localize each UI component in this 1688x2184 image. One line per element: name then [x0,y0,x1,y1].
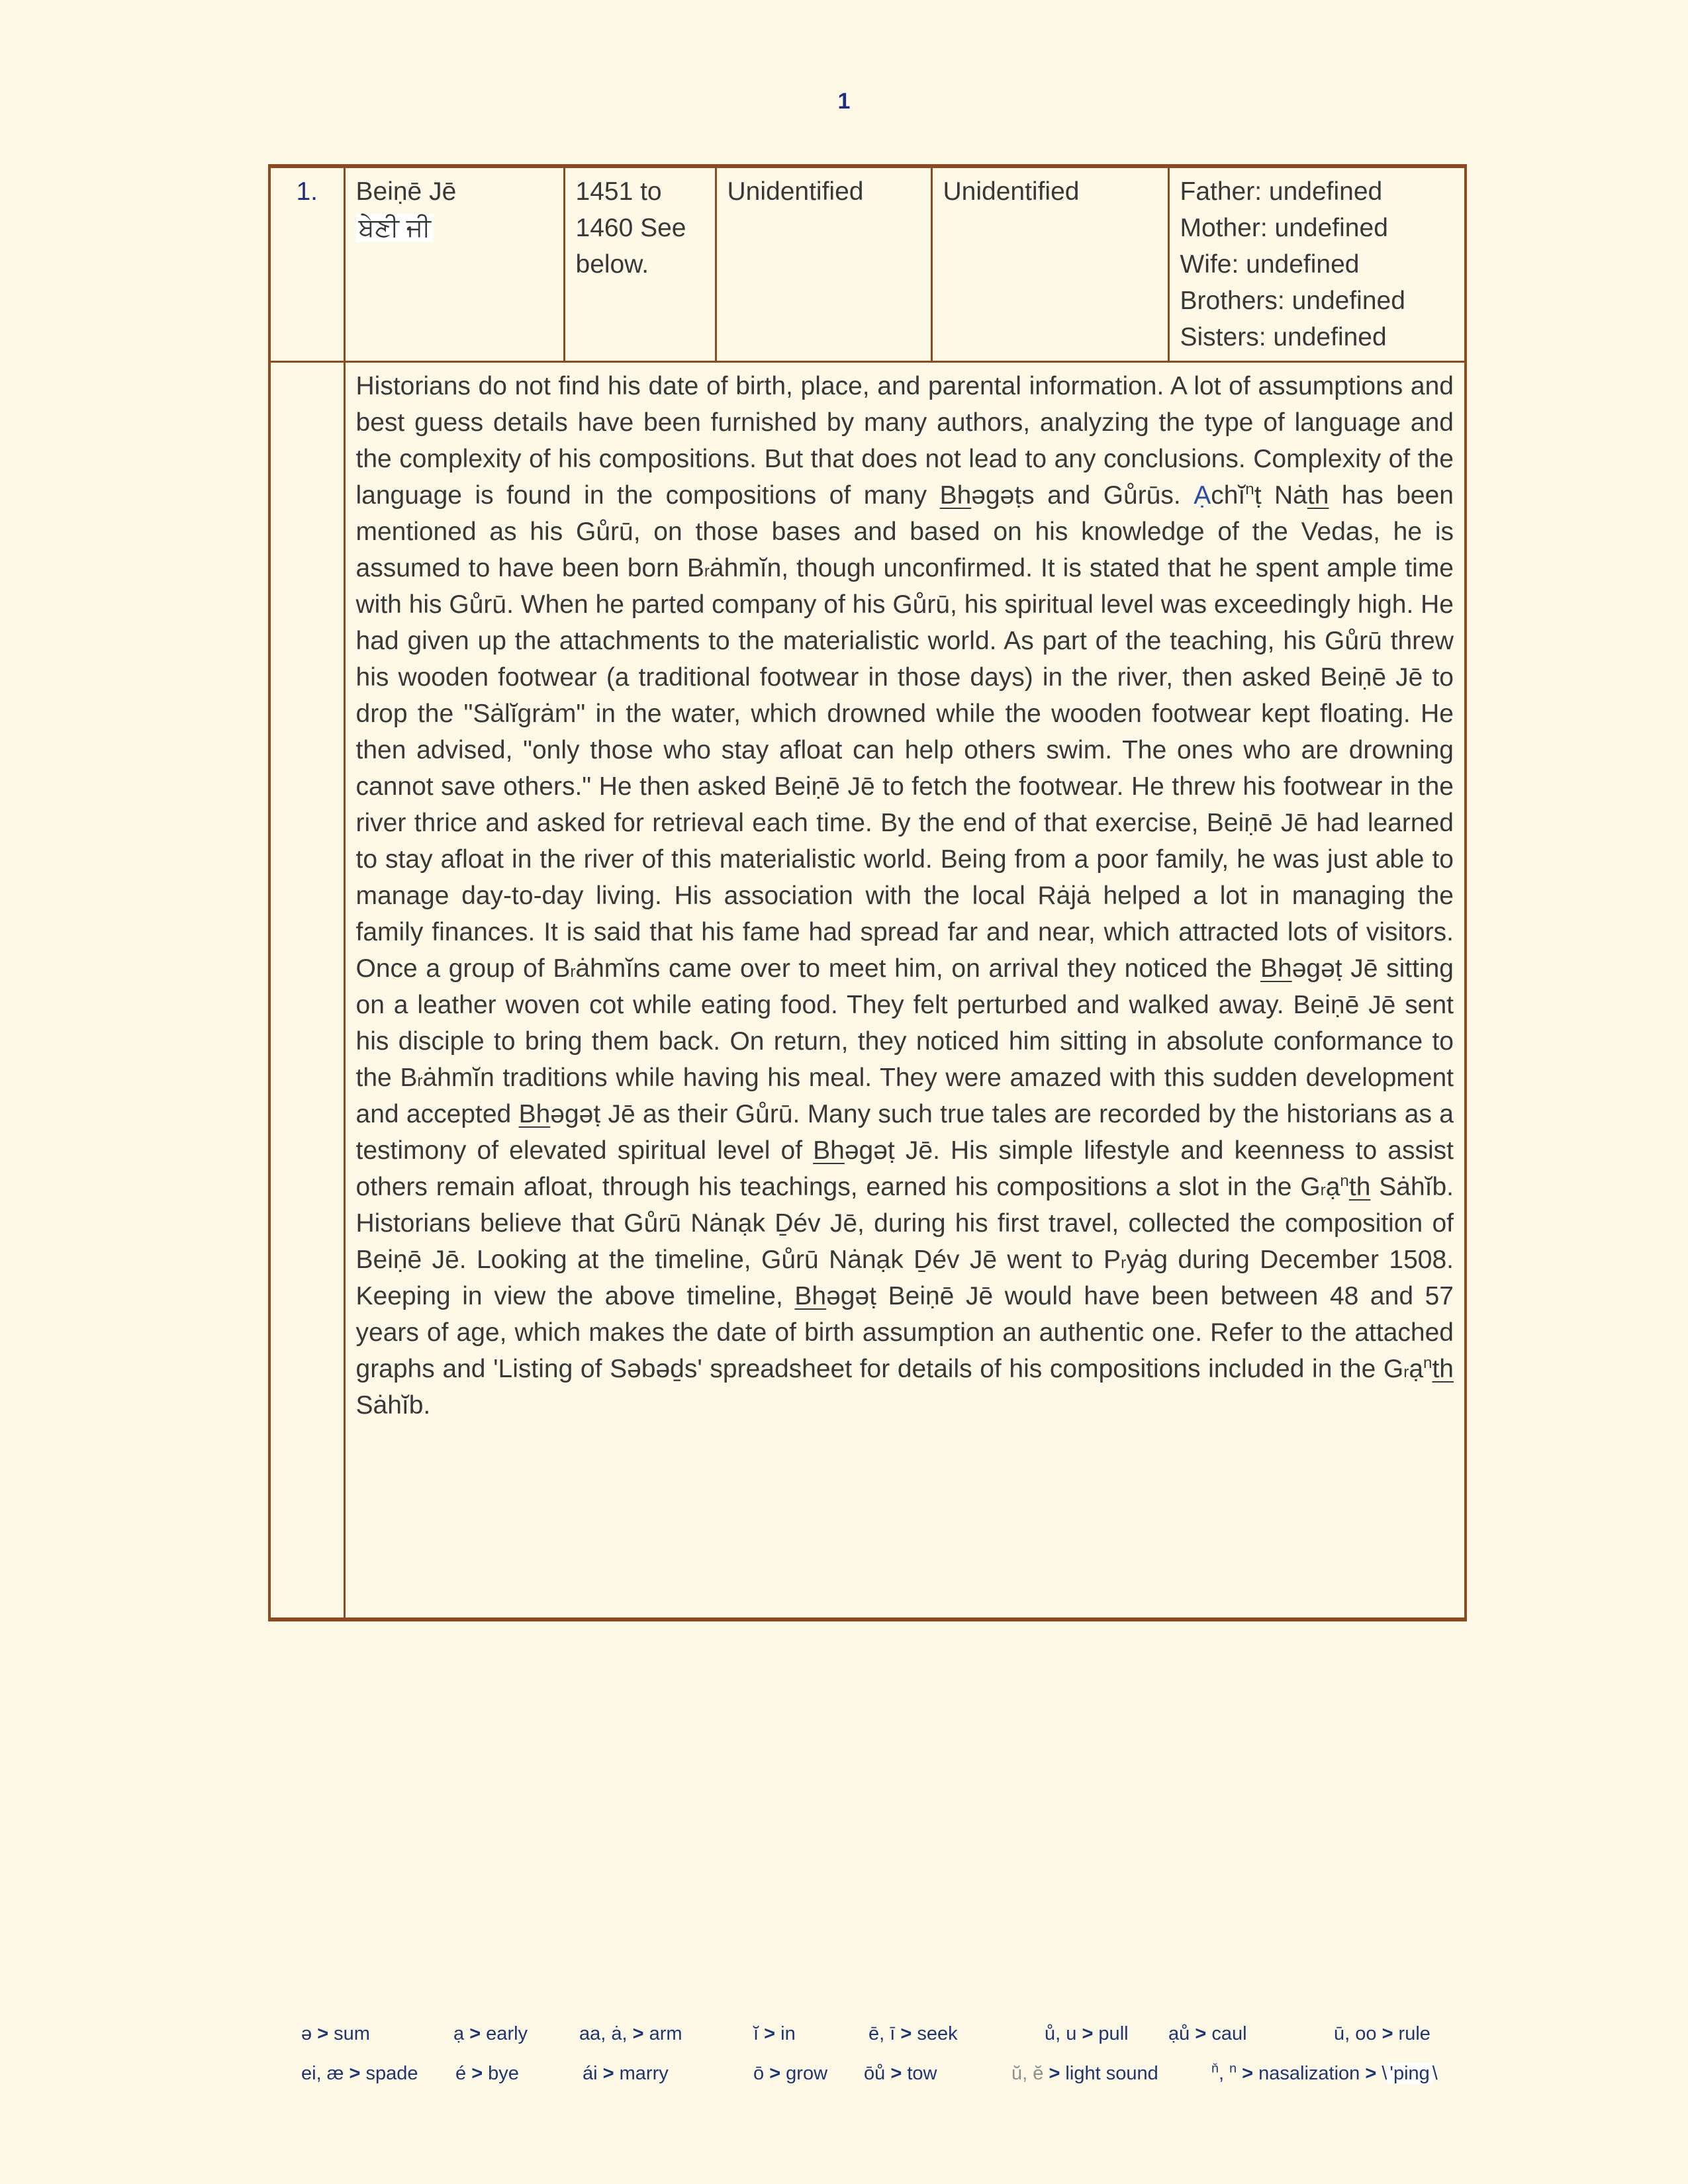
empty-index-cell [269,362,344,1620]
legend-item-pull: ů, u > pull [1045,2023,1129,2044]
biography-row [269,362,1466,1620]
page-number: 1 [837,89,851,114]
legend-item-marry: ái > marry [583,2063,669,2084]
legend-item-early: ạ > early [453,2023,528,2044]
legend-item-light-sound: ŭ, ĕ > light sound [1011,2063,1158,2084]
unidentified-cell-2: Unidentified [931,166,1168,362]
legend-item-spade: ei, æ > spade [301,2063,418,2084]
legend-item-sum: ə > sum [301,2023,370,2044]
legend-item-bye: é > bye [455,2063,519,2084]
bhagat-info-table [268,164,1467,1621]
family-cell: Father: undefined Mother: undefined Wife: undefined Brothers: undefined Sisters: undefined [1168,166,1466,362]
legend-item-grow: ō > grow [753,2063,828,2084]
legend-item-nasalization: $^ň$, $^n$ > nasalization > \ 'ping \ [1211,2061,1438,2084]
legend-item-arm: aa, ȧ, > arm [579,2023,682,2044]
legend-item-tow: ōů > tow [864,2063,937,2084]
legend-item-seek: ē, ī > seek [868,2023,958,2044]
legend-item-caul: ạů > caul [1168,2023,1247,2044]
biography-cell: Historians do not find his date of birth, place, and parental information. A lot of assumptions and best guess details have been furnished by many authors, analyzing the type of language and the complexity of his compositions. But that does not lead to any conclusions. Complexity of the language is found in the compositions of many Bhəgəṭs and Gůrūs. Ạchĭ$^n$ṭ Nȧth has been mentioned as his Gůrū, on those bases and based on his knowledge of the Vedas, he is assumed to have been born $B_rȧhmĭn$, though unconfirmed. It is stated that he spent ample time with his Gůrū. When he parted company of his Gůrū, his spiritual level was exceedingly high. He had given up the attachments to the materialistic world. As part of the teaching, his Gůrū threw his wooden footwear (a traditional footwear in those days) in the river, then asked Beiṇē Jē to drop the "Sȧlĭgrȧm" in the water, which drowned while the wooden footwear kept floating. He then advised, "only those who stay afloat can help others swim. The ones who are drowning cannot save others." He then asked Beiṇē Jē to fetch the footwear. He threw his footwear in the river thrice and asked for retrieval each time. By the end of that exercise, Beiṇē Jē had learned to stay afloat in the river of this materialistic world. Being from a poor family, he was just able to manage day-to-day living. His association with the local Rȧjȧ helped a lot in managing the family finances. It is said that his fame had spread far and near, which attracted lots of visitors. Once a group of $B_rȧhmĭns$ came over to meet him, on arrival they noticed the Bhəgəṭ Jē sitting on a leather woven cot while eating food. They felt perturbed and walked away. Beiṇē Jē sent his disciple to bring them back. On return, they noticed him sitting in absolute conformance to the $B_rȧhmĭn$ traditions while having his meal. They were amazed with this sudden development and accepted Bhəgəṭ Jē as their Gůrū. Many such true tales are recorded by the historians as a testimony of elevated spiritual level of Bhəgəṭ Jē. His simple lifestyle and keenness to assist others remain afloat, through his teachings, earned his compositions a slot in the $G_rạ^nth$ Sȧhĭb. Historians believe that Gůrū Nȧnạk Ḏév Jē, during his first travel, collected the composition of Beiṇē Jē. Looking at the timeline, Gůrū Nȧnạk Ḏév Jē went to $P_ryȧg$ during December 1508. Keeping in view the above timeline, Bhəgəṭ Beiṇē Jē would have been between 48 and 57 years of age, which makes the date of birth assumption an authentic one. Refer to the attached graphs and 'Listing of Səbəḏs' spreadsheet for details of his compositions included in the $G_rạ^nth$ Sȧhĭb. [344,362,1466,1620]
row-index-cell: 1. [269,166,344,362]
gurmukhi-name: ਬੇਣੀ ਜੀ [356,214,434,242]
legend-item-in: ĭ > in [753,2023,796,2044]
legend-item-rule: ū, oo > rule [1334,2023,1430,2044]
period-cell: 1451 to 1460 See below. [564,166,716,362]
name-cell: Beiṇē Jē ਬੇਣੀ ਜੀ [344,166,564,362]
table-header-row [269,166,1466,362]
unidentified-cell-1: Unidentified [716,166,931,362]
